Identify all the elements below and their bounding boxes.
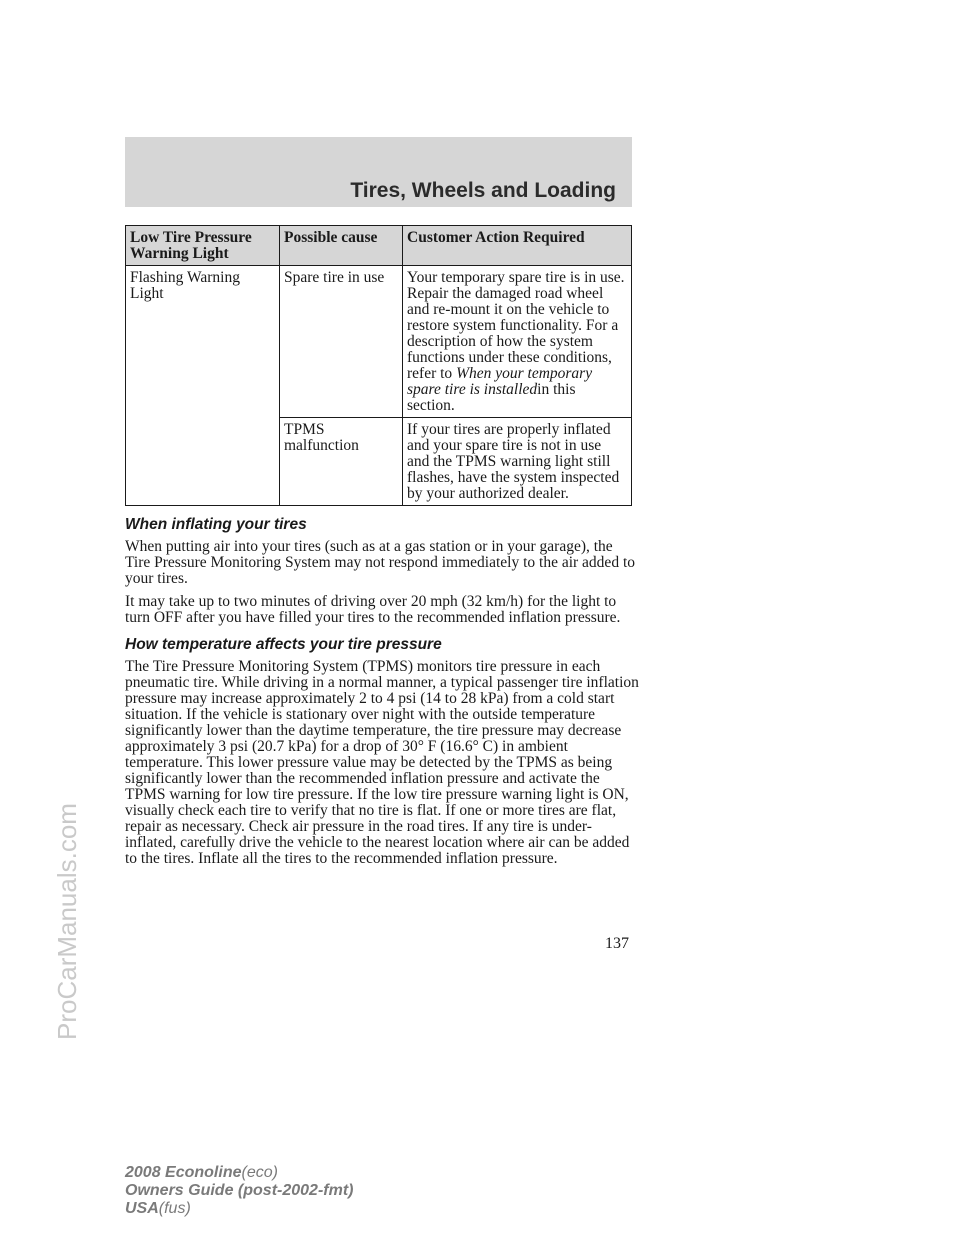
footer-market: USA: [125, 1200, 159, 1217]
action-reference: When your temporary spare tire is installed: [407, 365, 593, 398]
footer-model-code: (eco): [241, 1164, 278, 1181]
light-state-cell: Flashing Warning Light: [126, 266, 280, 506]
footer: [125, 1164, 353, 1218]
footer-guide: Owners Guide (post-2002-fmt): [125, 1182, 354, 1199]
section-title: Tires, Wheels and Loading: [350, 179, 616, 202]
action-tail: in this section.: [407, 381, 576, 414]
action-text: Your temporary spare tire is in use. Repair the damaged road wheel and re-mount it on the vehicle to restore system functionality. For a description of how the system functions under these conditions, refer to: [407, 269, 625, 382]
footer-line-guide: [125, 1182, 353, 1200]
section-heading-temperature: How temperature affects your tire pressure: [125, 636, 442, 653]
page-number: 137: [605, 935, 629, 952]
cause-cell: Spare tire in use: [280, 266, 403, 418]
column-header-warning-light: Low Tire Pressure Warning Light: [126, 226, 280, 266]
footer-market-code: (fus): [158, 1200, 191, 1217]
footer-line-market: [125, 1200, 353, 1218]
body-content: [125, 516, 640, 874]
watermark: ProCarManuals.com: [52, 803, 82, 1040]
footer-line-model: [125, 1164, 353, 1182]
warning-light-table: [125, 225, 632, 506]
paragraph: It may take up to two minutes of driving over 20 mph (32 km/h) for the light to turn OFF after you have filled your tires to the recommended inflation pressure.: [125, 593, 621, 626]
footer-model: 2008 Econoline: [125, 1164, 242, 1181]
table-row: [126, 266, 632, 418]
column-header-possible-cause: Possible cause: [280, 226, 403, 266]
paragraph: The Tire Pressure Monitoring System (TPMS) monitors tire pressure in each pneumatic tire. While driving in a normal manner, a typical passenger tire inflation pressure may increase approximately 2 to 4 psi (14 to 28 kPa) from a cold start situation. If the vehicle is stationary over night with the outside temperature significantly lower than the daytime temperature, the tire pressure may decrease approximately 3 psi (20.7 kPa) for a drop of 30° F (16.6° C) in ambient temperature. This lower pressure value may be detected by the TPMS as being significantly lower than the recommended inflation pressure and activate the TPMS warning for low tire pressure. If the low tire pressure warning light is ON, visually check each tire to verify that no tire is flat. If one or more tires are flat, repair as necessary. Check air pressure in the road tires. If any tire is under-inflated, carefully drive the vehicle to the nearest location where air can be added to the tires. Inflate all the tires to the recommended inflation pressure.: [125, 658, 639, 867]
action-cell: If your tires are properly inflated and your spare tire is not in use and the TPMS warning light still flashes, have the system inspected by your authorized dealer.: [403, 418, 632, 506]
paragraph: When putting air into your tires (such as at a gas station or in your garage), the Tire Pressure Monitoring System may not respond immediately to the air added to your tires.: [125, 538, 635, 587]
cause-cell: TPMS malfunction: [280, 418, 403, 506]
table-header-row: [126, 226, 632, 266]
column-header-customer-action: Customer Action Required: [403, 226, 632, 266]
action-cell: [403, 266, 632, 418]
section-header: [125, 137, 632, 207]
section-heading-inflating: When inflating your tires: [125, 516, 307, 533]
